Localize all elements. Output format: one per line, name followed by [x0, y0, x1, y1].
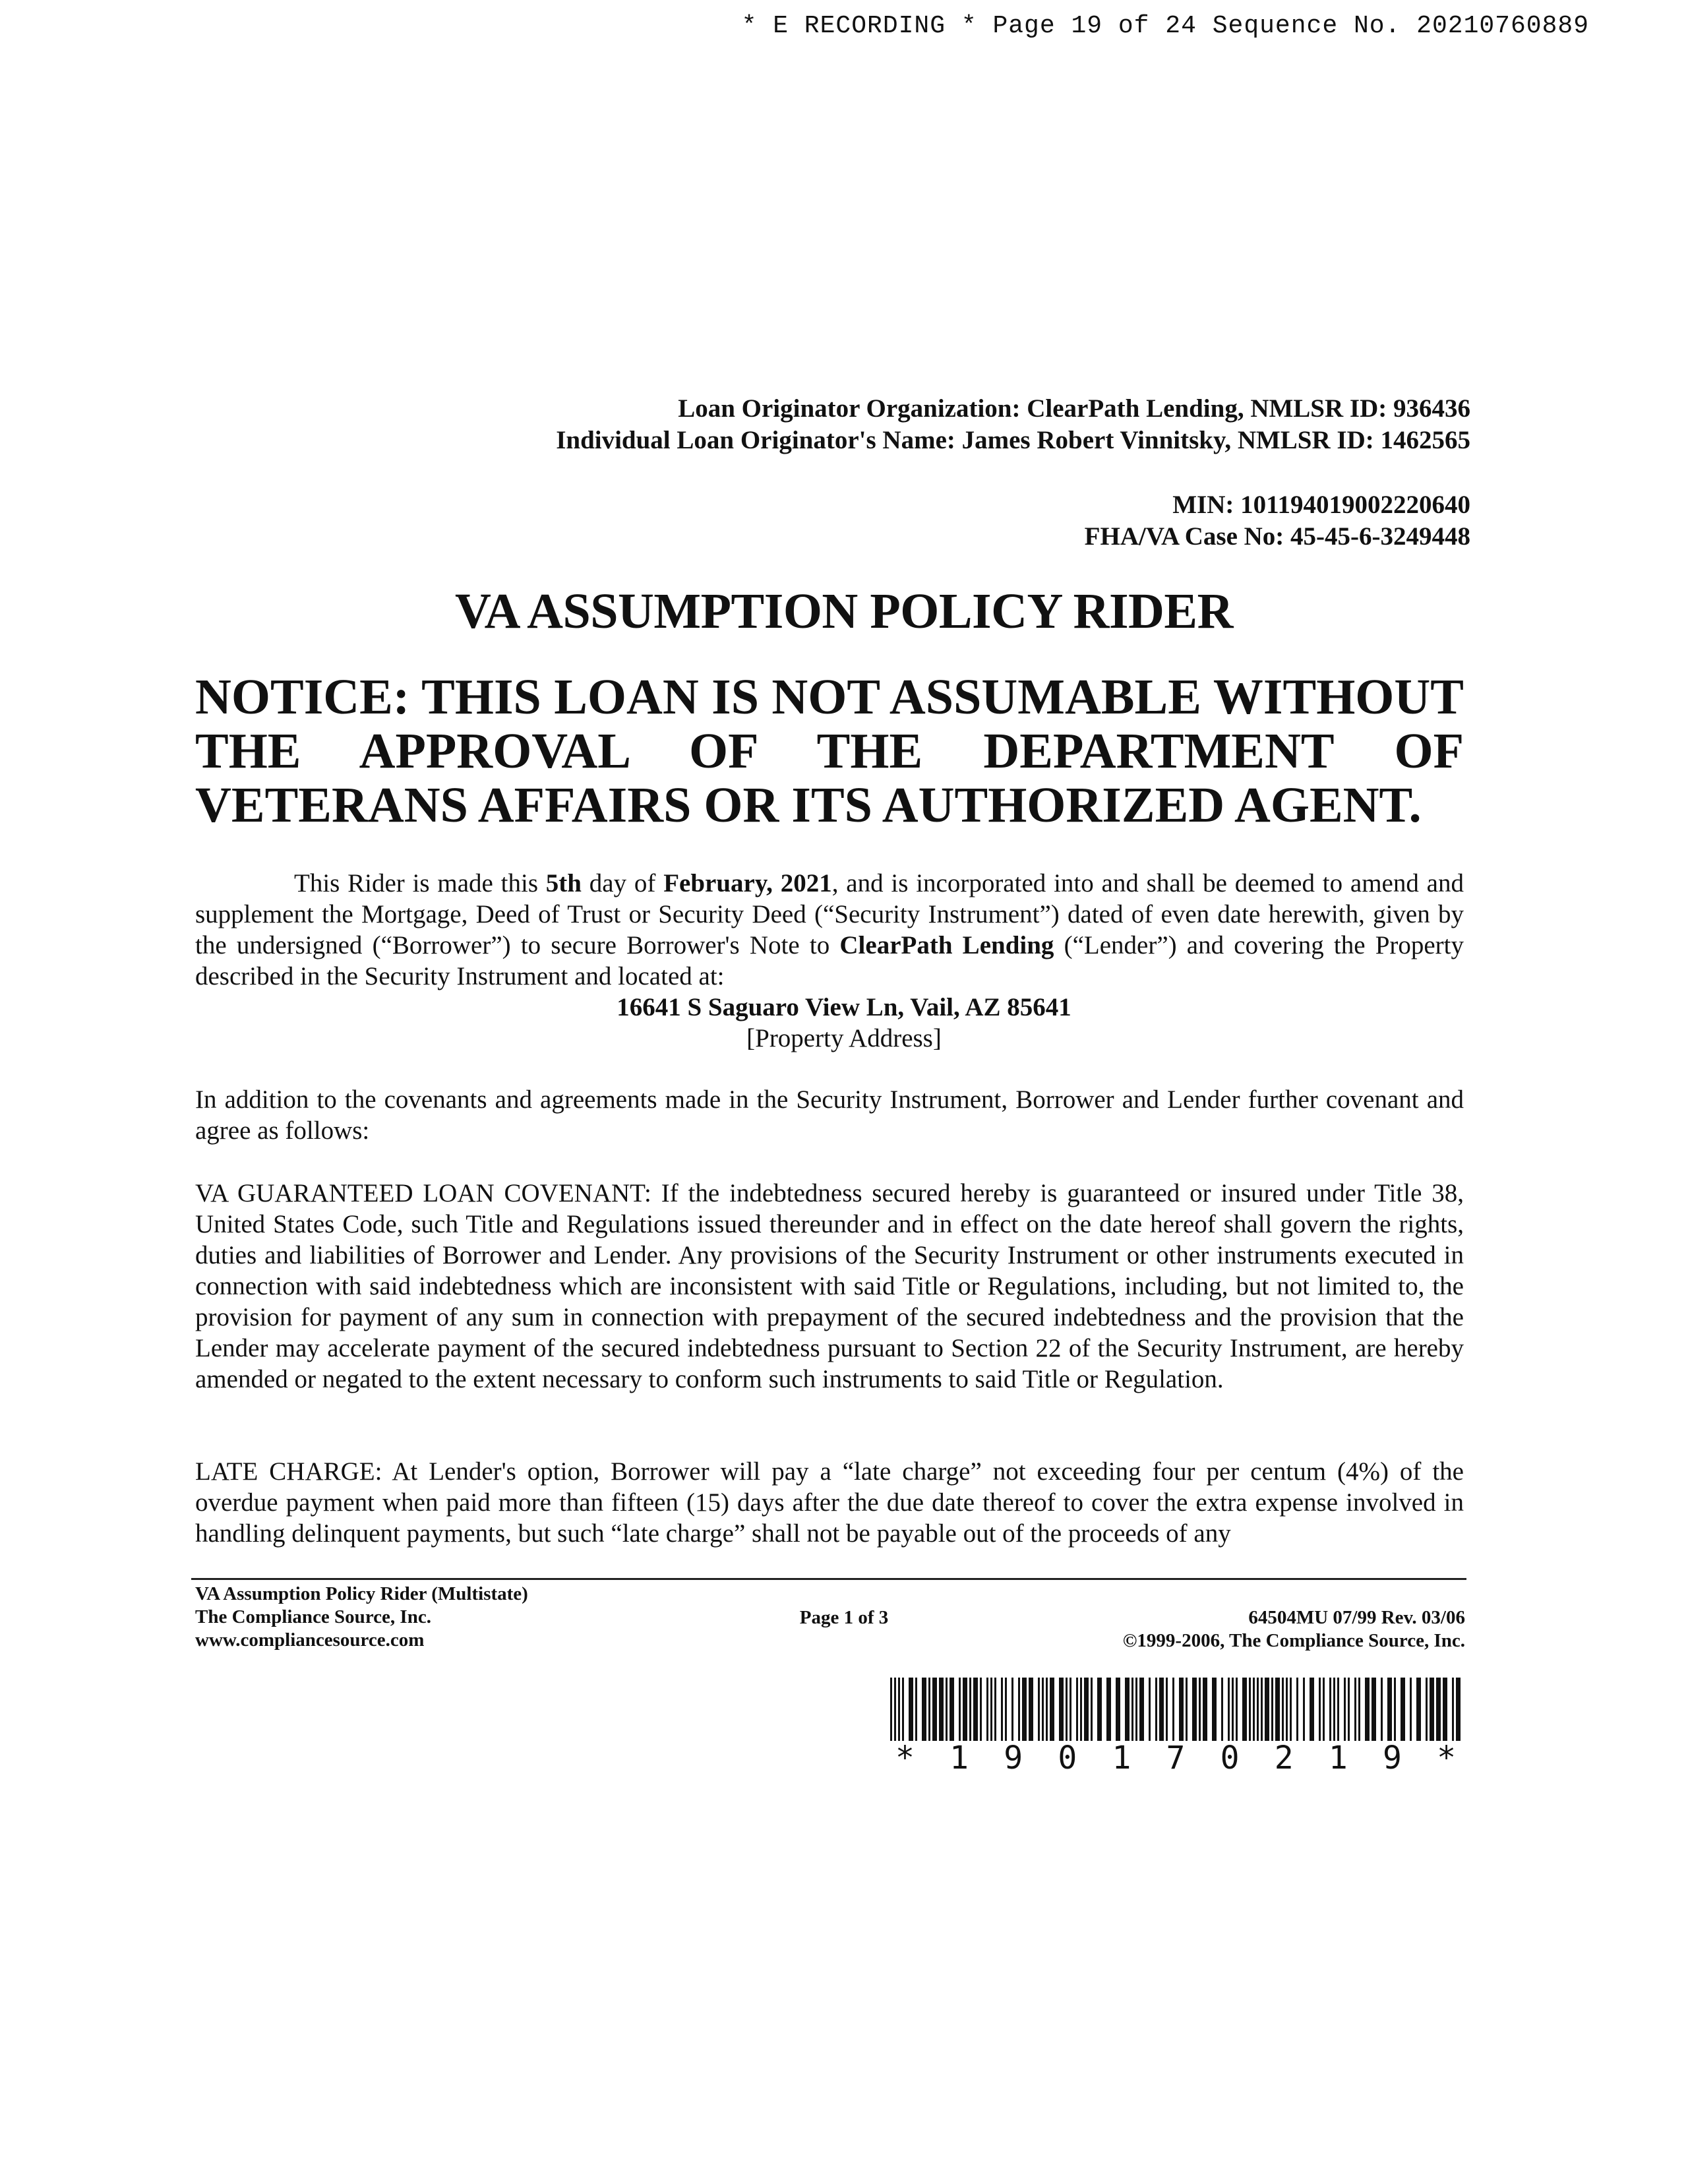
rider-month-year: February, 2021	[663, 869, 832, 897]
barcode-bar	[1172, 1678, 1174, 1741]
barcode-bar	[1261, 1678, 1263, 1741]
barcode-bar	[1179, 1678, 1184, 1741]
barcode-bar	[1303, 1678, 1305, 1741]
barcode-bar	[1046, 1678, 1048, 1741]
barcode-bar	[1159, 1678, 1164, 1741]
footer-form-name: VA Assumption Policy Rider (Multistate)	[195, 1583, 528, 1604]
barcode-bar	[1236, 1678, 1238, 1741]
footer-website: www.compliancesource.com	[195, 1629, 425, 1651]
barcode-bar	[1232, 1678, 1234, 1741]
barcode-bar	[1203, 1678, 1207, 1741]
barcode-bar	[946, 1678, 948, 1741]
barcode-caption	[890, 1740, 1461, 1776]
barcode-bar	[1212, 1678, 1217, 1741]
intro-text-1: This Rider is made this	[294, 869, 546, 897]
barcode-char: *	[895, 1740, 915, 1776]
barcode-bar	[1066, 1678, 1068, 1741]
barcode-bar	[1319, 1678, 1321, 1741]
loan-originator-organization: Loan Originator Organization: ClearPath Lending, NMLSR ID: 936436	[678, 394, 1470, 423]
barcode-bar	[959, 1678, 961, 1741]
barcode-char: 1	[1112, 1740, 1131, 1776]
barcode-bar	[1271, 1678, 1273, 1741]
barcode-bar	[1070, 1678, 1071, 1741]
barcode-bar	[1344, 1678, 1346, 1741]
barcode-bar	[1221, 1678, 1223, 1741]
barcode-bar	[1354, 1678, 1356, 1741]
barcode-bar	[909, 1678, 913, 1741]
barcode-bar	[1282, 1678, 1284, 1741]
barcode-bar	[1199, 1678, 1201, 1741]
barcode-bar	[1401, 1678, 1405, 1741]
barcode-bar	[969, 1678, 971, 1741]
footer-divider	[191, 1578, 1466, 1580]
intro-text-2: day of	[581, 869, 664, 897]
barcode-bar	[932, 1678, 937, 1741]
barcode-bar	[1436, 1678, 1441, 1741]
intro-text-4: (“Lender”) and covering the Property described in the Security Instrument and located at:	[195, 931, 1464, 990]
barcode-bar	[1125, 1678, 1130, 1741]
barcode-bar	[1443, 1678, 1447, 1741]
individual-loan-originator: Individual Loan Originator's Name: James Robert Vinnitsky, NMLSR ID: 1462565	[556, 426, 1470, 454]
barcode-bar	[902, 1678, 904, 1741]
barcode-bar	[1139, 1678, 1144, 1741]
barcode-bar	[1372, 1678, 1376, 1741]
barcode-bar	[1029, 1678, 1033, 1741]
lender-name: ClearPath Lending	[839, 931, 1054, 959]
barcode-bar	[1186, 1678, 1188, 1741]
barcode-bar	[1253, 1678, 1255, 1741]
barcode-bar	[1410, 1678, 1412, 1741]
barcode-bar	[990, 1678, 992, 1741]
barcode-bar	[1296, 1678, 1298, 1741]
barcode-char: 9	[1004, 1740, 1023, 1776]
barcode-bar	[1076, 1678, 1078, 1741]
recording-header: * E RECORDING * Page 19 of 24 Sequence No. 20210760889	[741, 12, 1589, 40]
assumption-notice: NOTICE: THIS LOAN IS NOT ASSUMABLE WITHOUT THE APPROVAL OF THE DEPARTMENT OF VETERANS AFFAIRS OR ITS AUTHORIZED AGENT.	[195, 669, 1464, 833]
barcode-bar	[1452, 1678, 1454, 1741]
barcode-bar	[1456, 1678, 1461, 1741]
property-address: 16641 S Saguaro View Ln, Vail, AZ 85641	[617, 993, 1071, 1021]
barcode-bar	[1329, 1678, 1331, 1741]
min-number: MIN: 101194019002220640	[1172, 491, 1470, 519]
barcode-bar	[1286, 1678, 1288, 1741]
barcode-bar	[1166, 1678, 1168, 1741]
barcode-char: 2	[1274, 1740, 1294, 1776]
barcode-bar	[1394, 1678, 1396, 1741]
barcode-bar	[1337, 1678, 1339, 1741]
barcode-bar	[1106, 1678, 1111, 1741]
barcode-bar	[1416, 1678, 1421, 1741]
barcode-bar	[915, 1678, 917, 1741]
barcode-bar	[1018, 1678, 1020, 1741]
barcode-bar	[973, 1678, 978, 1741]
barcode-bar	[1310, 1678, 1314, 1741]
barcode-bar	[1131, 1678, 1133, 1741]
document-title: VA ASSUMPTION POLICY RIDER	[455, 584, 1233, 639]
barcode-bar	[1080, 1678, 1082, 1741]
property-address-block	[0, 992, 1688, 1054]
footer-company: The Compliance Source, Inc.	[195, 1606, 431, 1627]
barcode-bar	[1242, 1678, 1247, 1741]
footer-form-revision: 64504MU 07/99 Rev. 03/06	[1248, 1607, 1465, 1628]
barcode-bar	[922, 1678, 926, 1741]
barcode-bar	[1323, 1678, 1325, 1741]
barcode-bar	[1038, 1678, 1040, 1741]
barcode-bar	[890, 1678, 892, 1741]
barcode-bar	[1192, 1678, 1197, 1741]
barcode-char: 9	[1382, 1740, 1402, 1776]
barcode-bar	[1249, 1678, 1251, 1741]
barcode-bar	[1426, 1678, 1428, 1741]
barcode-char: 1	[950, 1740, 969, 1776]
barcode-bar	[950, 1678, 954, 1741]
barcode-bar	[1042, 1678, 1044, 1741]
late-charge-paragraph: LATE CHARGE: At Lender's option, Borrower will pay a “late charge” not exceeding four per centum (4%) of the overdue payment when paid more than fifteen (15) days after the due date thereof to cover the extra expense involved in handling delinquent payments, but such “late charge” shall not be payable out of the proceeds of any	[195, 1457, 1464, 1548]
barcode-bar	[1097, 1678, 1102, 1741]
barcode-bar	[1050, 1678, 1054, 1741]
barcode-bar	[1059, 1678, 1064, 1741]
barcode-bar	[1275, 1678, 1280, 1741]
fha-va-case-number: FHA/VA Case No: 45-45-6-3249448	[1084, 522, 1470, 551]
barcode-bar	[1001, 1678, 1003, 1741]
barcode-bar	[1381, 1678, 1383, 1741]
covenants-paragraph: In addition to the covenants and agreements made in the Security Instrument, Borrower and Lender further covenant and agree as follows:	[195, 1085, 1464, 1145]
barcode-bar	[994, 1678, 996, 1741]
barcode-bar	[939, 1678, 944, 1741]
case-numbers-block	[1085, 489, 1470, 553]
barcode-bar	[1011, 1678, 1013, 1741]
barcode-bar	[1430, 1678, 1434, 1741]
barcode-bar	[928, 1678, 930, 1741]
barcode-bar	[1365, 1678, 1370, 1741]
barcode-bar	[1228, 1678, 1230, 1741]
barcode-bar	[894, 1678, 896, 1741]
barcode-bar	[986, 1678, 988, 1741]
barcode-bar	[1091, 1678, 1093, 1741]
barcode-bar	[1348, 1678, 1350, 1741]
barcode-bar	[1358, 1678, 1360, 1741]
barcode-bar	[1333, 1678, 1335, 1741]
property-address-label: [Property Address]	[746, 1024, 942, 1052]
barcode-char: 0	[1220, 1740, 1240, 1776]
barcode-bar	[1257, 1678, 1259, 1741]
footer-copyright: ©1999-2006, The Compliance Source, Inc.	[1122, 1630, 1465, 1651]
barcode-bar	[1116, 1678, 1120, 1741]
footer-page-number: Page 1 of 3	[799, 1607, 889, 1628]
rider-day: 5th	[545, 869, 582, 897]
barcode-bar	[1290, 1678, 1292, 1741]
barcode-char: 1	[1328, 1740, 1348, 1776]
barcode-bar	[1135, 1678, 1137, 1741]
loan-originator-block	[556, 393, 1470, 456]
footer-form-code	[1123, 1606, 1465, 1653]
intro-paragraph	[195, 868, 1464, 992]
barcode-char: 7	[1166, 1740, 1186, 1776]
barcode-bar	[1149, 1678, 1151, 1741]
barcode-image	[890, 1678, 1461, 1741]
barcode-bar	[1387, 1678, 1392, 1741]
barcode-bar	[1022, 1678, 1027, 1741]
barcode-bar	[1265, 1678, 1269, 1741]
barcode-char: *	[1437, 1740, 1456, 1776]
barcode-bar	[980, 1678, 982, 1741]
barcode-bar	[1155, 1678, 1157, 1741]
intro-text-3: , and is incorporated into and shall be deemed to amend and supplement the Mortgage, Deed of Trust or Security Deed (“Security Instrument”) dated of even date herewith, given by the undersigned (“Borrower”) to secure Borrower's Note to	[195, 869, 1464, 959]
barcode-bar	[1005, 1678, 1007, 1741]
va-guaranteed-loan-covenant: VA GUARANTEED LOAN COVENANT: If the indebtedness secured hereby is guaranteed or insured under Title 38, United States Code, such Title and Regulations issued thereunder and in effect on the date hereof shall govern the rights, duties and liabilities of Borrower and Lender. Any provisions of the Security Instrument or other instruments executed in connection with said indebtedness which are inconsistent with said Title or Regulations, including, but not limited to, the provision for payment of any sum in connection with prepayment of the secured indebtedness and the provision that the Lender may accelerate payment of the secured indebtedness pursuant to Section 22 of the Security Instrument, are hereby amended or negated to the extent necessary to conform such instruments to said Title or Regulation.	[195, 1179, 1464, 1393]
barcode-char: 0	[1058, 1740, 1077, 1776]
barcode-bar	[1084, 1678, 1089, 1741]
barcode-bar	[898, 1678, 900, 1741]
barcode-bar	[963, 1678, 967, 1741]
